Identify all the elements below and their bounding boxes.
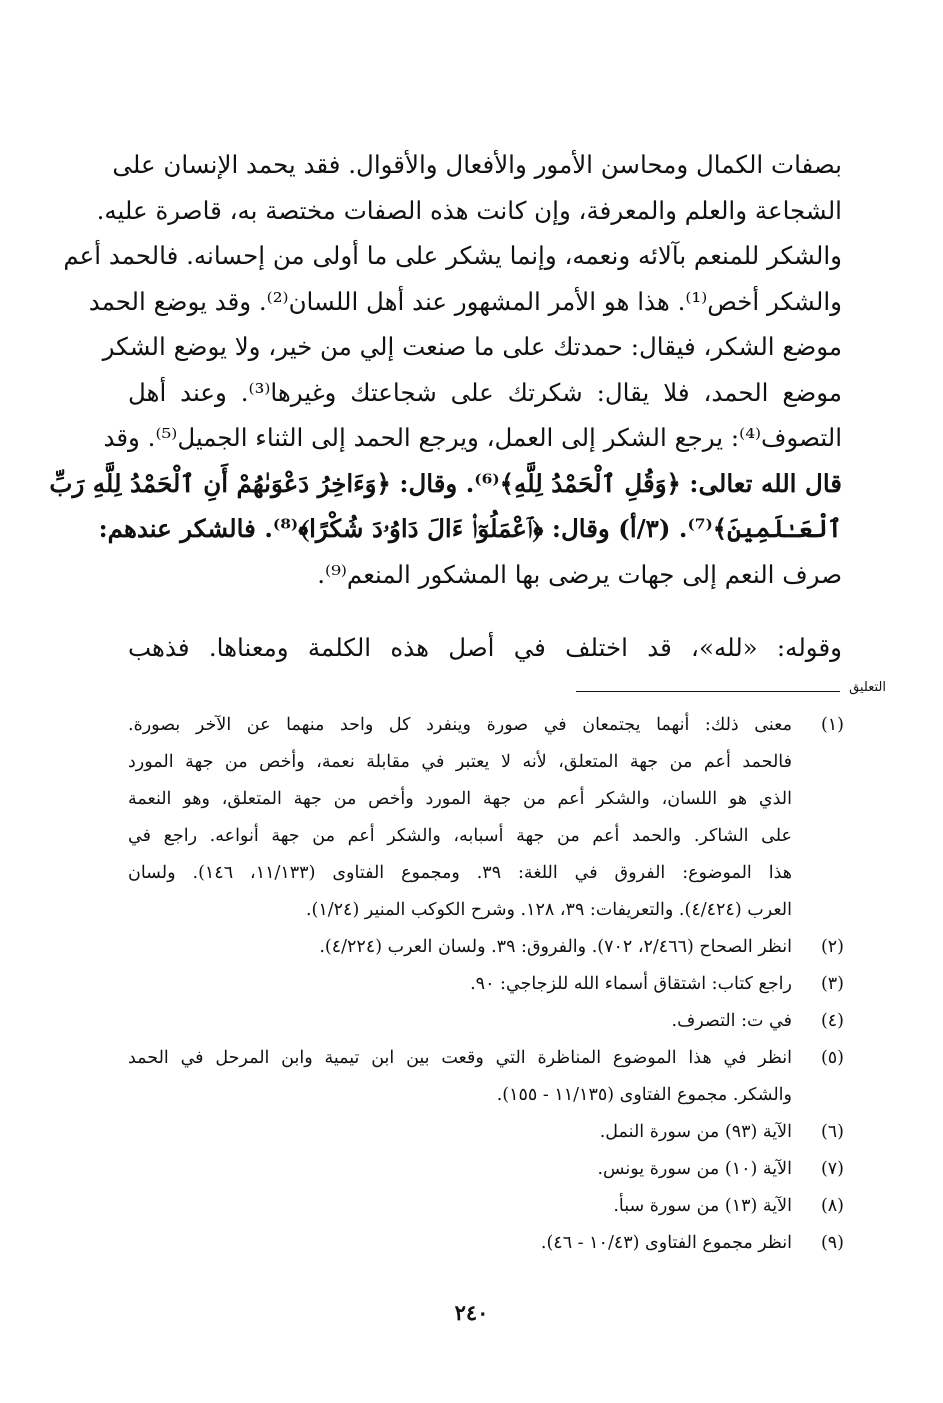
footnote-line: هذا الموضوع: الفروق في اللغة: ٣٩. ومجموع الفتاوى (١١/١٣٣، ١٤٦). ولسان: [128, 863, 793, 883]
footnote-line: والشكر. مجموع الفتاوى (١١/١٣٥ - ١٥٥).: [496, 1085, 792, 1105]
footnote: [128, 929, 844, 966]
footnote-number: (٢): [820, 937, 844, 957]
footnote-line: الآية (١٣) من سورة سبأ.: [613, 1196, 792, 1216]
footnotes: [128, 707, 844, 1262]
footnote-line: انظر مجموع الفتاوى (١٠/٤٣ - ٤٦).: [540, 1233, 792, 1253]
main-text-line-quran: ٱلْعَـٰلَمِينَ﴾⁽⁷⁾. (٣/أ) وقال: ﴿ٱعْمَلُوٓا۟ ءَالَ دَاوُۥدَ شُكْرًا﴾⁽⁸⁾. فالشكر عندهم:: [98, 514, 842, 543]
footnote-number: (٤): [820, 1011, 844, 1031]
main-text-line-quran: قال الله تعالى: ﴿وَقُلِ ٱلْحَمْدُ لِلَّهِ﴾⁽⁶⁾. وقال: ﴿وَءَاخِرُ دَعْوَىٰهُمْ أَنِ ٱلْحَمْدُ لِلَّهِ رَبِّ: [49, 468, 842, 498]
footnote-number: (٣): [820, 974, 844, 994]
footnote-line: على الشاكر. والحمد أعم من جهة أسبابه، والشكر أعم من جهة أنواعه. راجع في: [128, 826, 792, 846]
footnote: [128, 1151, 844, 1188]
main-text-line: الشجاعة والعلم والمعرفة، وإن كانت هذه الصفات مختصة به، قاصرة عليه.: [96, 195, 842, 225]
main-text-line: والشكر للمنعم بآلائه ونعمه، وإنما يشكر على ما أولى من إحسانه. فالحمد أعم: [63, 241, 842, 270]
main-text-line: موضع الشكر، فيقال: حمدتك على ما صنعت إلي من خير، ولا يوضع الشكر: [102, 332, 842, 361]
footnote: [128, 1114, 844, 1151]
main-text-line: التصوف⁽⁴⁾: يرجع الشكر إلى العمل، ويرجع الحمد إلى الثناء الجميل⁽⁵⁾. وقد: [103, 423, 842, 452]
footnote-line: العرب (٤/٤٢٤). والتعريفات: ٣٩، ١٢٨. وشرح الكوكب المنير (١/٢٤).: [305, 900, 792, 920]
footnote-line: الآية (٩٣) من سورة النمل.: [599, 1122, 792, 1142]
footnote-line: فالحمد أعم من جهة المتعلق، لأنه لا يعتبر في مقابلة نعمة، وأخص من جهة المورد: [128, 752, 792, 772]
footnote-line: انظر في هذا الموضوع المناظرة التي وقعت بين ابن تيمية وابن المرحل في الحمد: [128, 1048, 792, 1068]
main-text-line: بصفات الكمال ومحاسن الأمور والأفعال والأقوال. فقد يحمد الإنسان على: [112, 150, 842, 179]
footnote: [128, 1225, 844, 1262]
footnotes-label: التعليق: [849, 680, 886, 695]
main-text-line: صرف النعم إلى جهات يرضى بها المشكور المنعم⁽⁹⁾.: [317, 559, 842, 589]
footnote-line: انظر الصحاح (٢/٤٦٦، ٧٠٢). والفروق: ٣٩. ولسان العرب (٤/٢٢٤).: [319, 937, 792, 957]
footnote-line: الآية (١٠) من سورة يونس.: [597, 1159, 792, 1179]
page-number: ٢٤٠: [454, 1300, 489, 1325]
footnote: [128, 1188, 844, 1225]
footnote-line: الذي هو اللسان، والشكر أعم من جهة المورد وأخص من جهة المتعلق، وهو النعمة: [128, 789, 792, 809]
footnote-line: معنى ذلك: أنهما يجتمعان في صورة وينفرد كل واحد منهما عن الآخر بصورة.: [128, 715, 792, 735]
footnote-number: (٦): [820, 1122, 844, 1142]
footnote-number: (٧): [820, 1159, 844, 1179]
separator-rule: [576, 691, 840, 692]
footnote-number: (٩): [820, 1233, 844, 1253]
main-text-line: والشكر أخص⁽¹⁾. هذا هو الأمر المشهور عند أهل اللسان⁽²⁾. وقد يوضع الحمد: [88, 286, 842, 316]
footnotes-separator: [576, 680, 886, 700]
footnote-line: راجع كتاب: اشتقاق أسماء الله للزجاجي: ٩٠.: [470, 974, 792, 994]
footnote: [128, 1003, 844, 1040]
footnote: [128, 1040, 844, 1114]
footnote-number: (١): [820, 715, 844, 735]
footnote-number: (٨): [820, 1196, 844, 1216]
main-text-continuation: وقوله: «لله»، قد اختلف في أصل هذه الكلمة ومعناها. فذهب: [128, 633, 842, 662]
main-text-line: موضع الحمد، فلا يقال: شكرتك على شجاعتك وغيرها⁽³⁾. وعند أهل: [128, 377, 842, 407]
footnote-line: في ت: التصرف.: [671, 1011, 792, 1031]
main-text: [49, 142, 842, 597]
footnote: [128, 966, 844, 1003]
footnote-number: (٥): [820, 1048, 844, 1068]
footnote: [128, 707, 844, 929]
